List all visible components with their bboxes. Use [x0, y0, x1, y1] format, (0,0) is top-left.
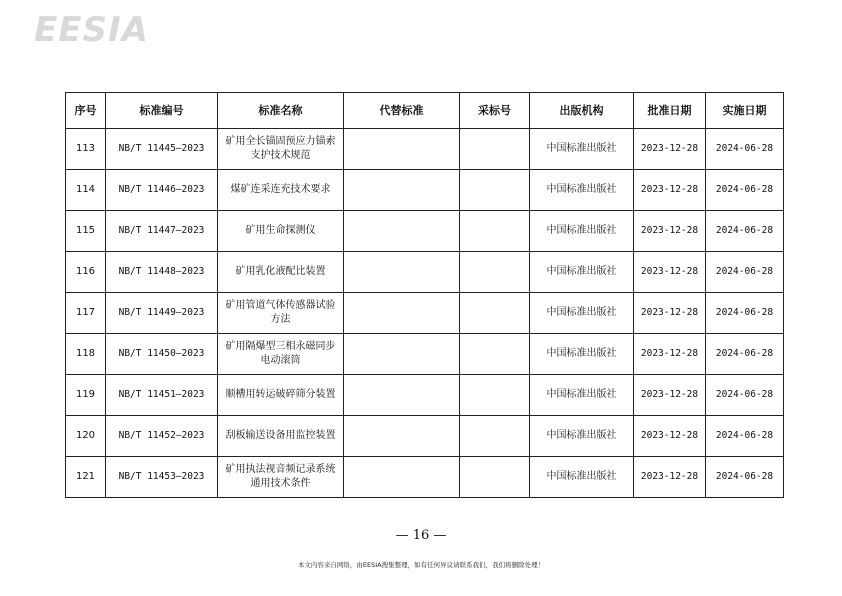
table-row	[66, 211, 784, 252]
cell-effective: 2024-06-28	[706, 334, 784, 375]
cell-replaces	[344, 416, 460, 457]
cell-serial: 120	[66, 416, 106, 457]
header-publisher: 出版机构	[530, 93, 634, 129]
cell-replaces	[344, 170, 460, 211]
cell-serial: 121	[66, 457, 106, 498]
cell-publisher: 中国标准出版社	[530, 252, 634, 293]
cell-effective: 2024-06-28	[706, 170, 784, 211]
table-body	[66, 129, 784, 498]
cell-replaces	[344, 129, 460, 170]
header-replaces: 代替标准	[344, 93, 460, 129]
cell-publisher: 中国标准出版社	[530, 293, 634, 334]
cell-approved: 2023-12-28	[634, 457, 706, 498]
cell-approved: 2023-12-28	[634, 170, 706, 211]
cell-publisher: 中国标准出版社	[530, 457, 634, 498]
header-effective: 实施日期	[706, 93, 784, 129]
table-row	[66, 375, 784, 416]
cell-publisher: 中国标准出版社	[530, 375, 634, 416]
cell-serial: 117	[66, 293, 106, 334]
cell-effective: 2024-06-28	[706, 129, 784, 170]
cell-adopt	[460, 416, 530, 457]
cell-approved: 2023-12-28	[634, 211, 706, 252]
cell-code: NB/T 11446—2023	[106, 170, 218, 211]
table-row	[66, 334, 784, 375]
cell-effective: 2024-06-28	[706, 252, 784, 293]
table-row	[66, 129, 784, 170]
cell-adopt	[460, 457, 530, 498]
cell-adopt	[460, 170, 530, 211]
cell-publisher: 中国标准出版社	[530, 170, 634, 211]
cell-code: NB/T 11451—2023	[106, 375, 218, 416]
cell-adopt	[460, 375, 530, 416]
cell-name: 矿用乳化液配比装置	[218, 252, 344, 293]
cell-code: NB/T 11448—2023	[106, 252, 218, 293]
cell-serial: 118	[66, 334, 106, 375]
table-row	[66, 170, 784, 211]
cell-replaces	[344, 334, 460, 375]
cell-code: NB/T 11445—2023	[106, 129, 218, 170]
cell-name: 矿用隔爆型三相永磁同步电动滚筒	[218, 334, 344, 375]
cell-adopt	[460, 334, 530, 375]
cell-replaces	[344, 252, 460, 293]
cell-effective: 2024-06-28	[706, 375, 784, 416]
cell-approved: 2023-12-28	[634, 252, 706, 293]
cell-approved: 2023-12-28	[634, 375, 706, 416]
cell-effective: 2024-06-28	[706, 457, 784, 498]
header-code: 标准编号	[106, 93, 218, 129]
cell-name: 矿用生命探测仪	[218, 211, 344, 252]
cell-adopt	[460, 129, 530, 170]
header-adopt: 采标号	[460, 93, 530, 129]
standards-table	[65, 92, 784, 498]
cell-serial: 116	[66, 252, 106, 293]
cell-name: 矿用执法视音频记录系统通用技术条件	[218, 457, 344, 498]
cell-serial: 119	[66, 375, 106, 416]
cell-replaces	[344, 211, 460, 252]
cell-code: NB/T 11449—2023	[106, 293, 218, 334]
footer-note: 本文内容来自网络，由EESIA搜集整理，如有任何异议请联系我们，我们将删除处理！	[297, 561, 545, 569]
cell-name: 顺槽用转运破碎筛分装置	[218, 375, 344, 416]
cell-effective: 2024-06-28	[706, 211, 784, 252]
cell-serial: 114	[66, 170, 106, 211]
cell-approved: 2023-12-28	[634, 293, 706, 334]
cell-publisher: 中国标准出版社	[530, 129, 634, 170]
cell-approved: 2023-12-28	[634, 334, 706, 375]
cell-code: NB/T 11450—2023	[106, 334, 218, 375]
cell-name: 刮板输送设备用监控装置	[218, 416, 344, 457]
cell-adopt	[460, 293, 530, 334]
cell-code: NB/T 11452—2023	[106, 416, 218, 457]
cell-publisher: 中国标准出版社	[530, 334, 634, 375]
page-number: — 16 —	[395, 528, 447, 543]
cell-adopt	[460, 211, 530, 252]
cell-serial: 113	[66, 129, 106, 170]
cell-code: NB/T 11453—2023	[106, 457, 218, 498]
cell-replaces	[344, 293, 460, 334]
cell-approved: 2023-12-28	[634, 129, 706, 170]
cell-effective: 2024-06-28	[706, 416, 784, 457]
table-row	[66, 293, 784, 334]
cell-replaces	[344, 375, 460, 416]
cell-replaces	[344, 457, 460, 498]
cell-name: 矿用全长锚固预应力锚索支护技术规范	[218, 129, 344, 170]
cell-name: 矿用管道气体传感器试验方法	[218, 293, 344, 334]
cell-approved: 2023-12-28	[634, 416, 706, 457]
eesia-logo: EESIA	[34, 10, 149, 50]
header-approved: 批准日期	[634, 93, 706, 129]
cell-publisher: 中国标准出版社	[530, 211, 634, 252]
cell-name: 煤矿连采连充技术要求	[218, 170, 344, 211]
header-serial: 序号	[66, 93, 106, 129]
table-row	[66, 457, 784, 498]
table-header-row	[66, 93, 784, 129]
cell-adopt	[460, 252, 530, 293]
cell-code: NB/T 11447—2023	[106, 211, 218, 252]
cell-effective: 2024-06-28	[706, 293, 784, 334]
cell-publisher: 中国标准出版社	[530, 416, 634, 457]
header-name: 标准名称	[218, 93, 344, 129]
table-row	[66, 416, 784, 457]
table-row	[66, 252, 784, 293]
cell-serial: 115	[66, 211, 106, 252]
